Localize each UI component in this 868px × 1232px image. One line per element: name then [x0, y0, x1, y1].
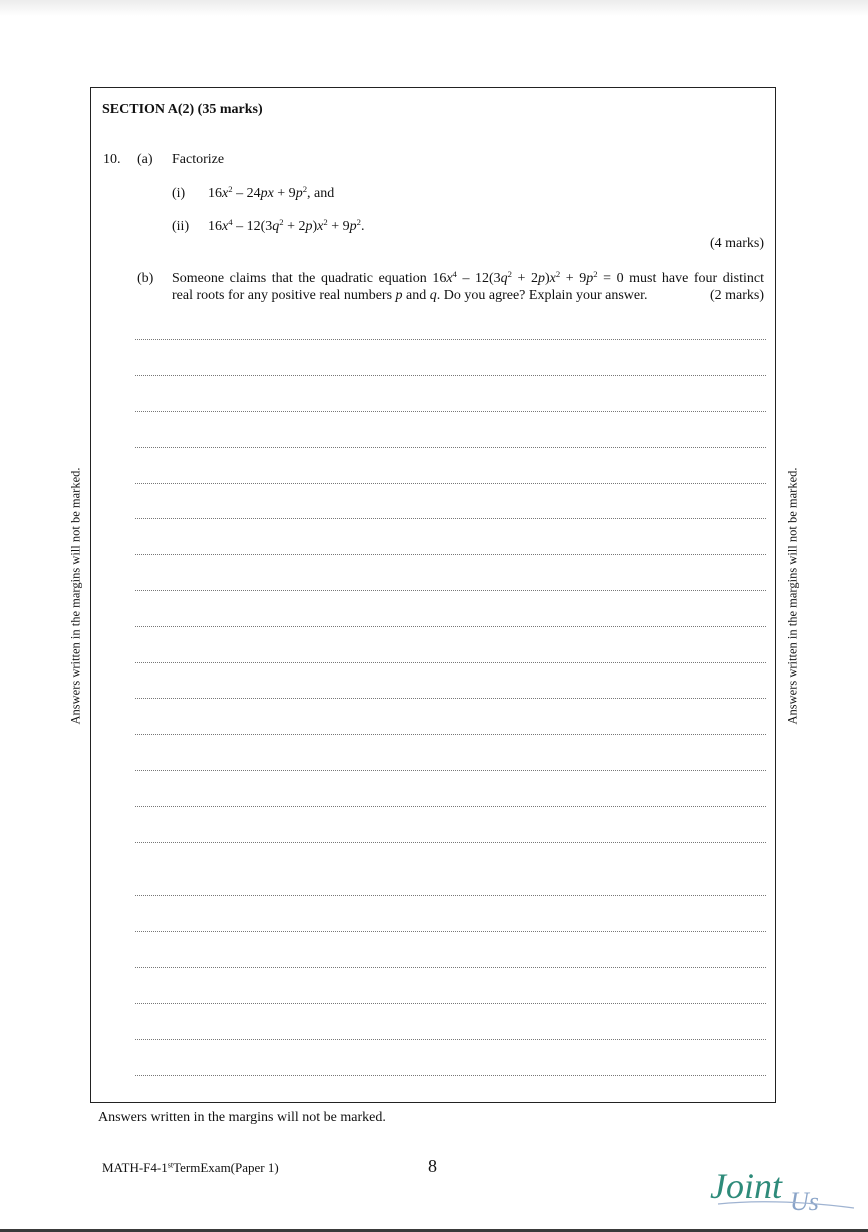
viewer-top-edge: [0, 0, 868, 16]
answer-line[interactable]: [135, 590, 766, 591]
answer-line[interactable]: [135, 518, 766, 519]
answer-line[interactable]: [135, 626, 766, 627]
question-number: 10.: [103, 152, 121, 167]
exam-code: [102, 1160, 279, 1176]
part-a-label: (a): [137, 152, 153, 167]
page-number: 8: [428, 1156, 437, 1176]
answer-line[interactable]: [135, 483, 766, 484]
left-margin-note: Answers written in the margins will not be marked.: [68, 467, 83, 725]
answer-line[interactable]: [135, 447, 766, 448]
answer-line[interactable]: [135, 375, 766, 376]
answer-line[interactable]: [135, 339, 766, 340]
answer-line[interactable]: [135, 698, 766, 699]
logo-text-sub: Us: [790, 1187, 819, 1216]
answer-line[interactable]: [135, 842, 766, 843]
part-b-line-1: Someone claims that the quadratic equation $16x^4 - 12(3q^2 + 2p)x^2 + 9p^2 = 0$ must have four distinct: [172, 269, 764, 286]
answer-line[interactable]: [135, 411, 766, 412]
section-title: SECTION A(2) (35 marks): [102, 102, 263, 117]
footer-margin-note: Answers written in the margins will not be marked.: [98, 1110, 386, 1125]
item-i-expression: $16x^2 - 24px + 9p^2$, and: [208, 184, 335, 201]
answer-line[interactable]: [135, 1039, 766, 1040]
answer-line[interactable]: [135, 931, 766, 932]
part-b-label: (b): [137, 271, 154, 286]
part-a-instruction: Factorize: [172, 152, 225, 167]
item-ii-label: (ii): [172, 219, 190, 234]
answer-line[interactable]: [135, 554, 766, 555]
item-i-label: (i): [172, 186, 186, 201]
answer-line[interactable]: [135, 1075, 766, 1076]
part-b-marks: (2 marks): [709, 288, 764, 303]
item-ii-expression: $16x^4 - 12(3q^2 + 2p)x^2 + 9p^2$.: [208, 217, 365, 234]
answer-line[interactable]: [135, 1003, 766, 1004]
answer-line[interactable]: [135, 895, 766, 896]
answer-line[interactable]: [135, 662, 766, 663]
jointus-logo: [708, 1158, 858, 1220]
part-a-marks: (4 marks): [709, 236, 764, 251]
exam-code-prefix: MATH-F4-1: [102, 1160, 168, 1175]
part-b-line-2: real roots for any positive real numbers p and q. Do you agree? Explain your answer.: [172, 288, 648, 303]
right-margin-note: Answers written in the margins will not be marked.: [785, 467, 800, 725]
logo-text-main: Joint: [710, 1166, 782, 1206]
exam-code-ordinal: st: [167, 1160, 174, 1170]
exam-code-suffix: TermExam(Paper 1): [173, 1160, 279, 1175]
answer-line[interactable]: [135, 734, 766, 735]
answer-box-frame: [90, 87, 776, 1103]
answer-line[interactable]: [135, 967, 766, 968]
answer-line[interactable]: [135, 770, 766, 771]
answer-line[interactable]: [135, 806, 766, 807]
